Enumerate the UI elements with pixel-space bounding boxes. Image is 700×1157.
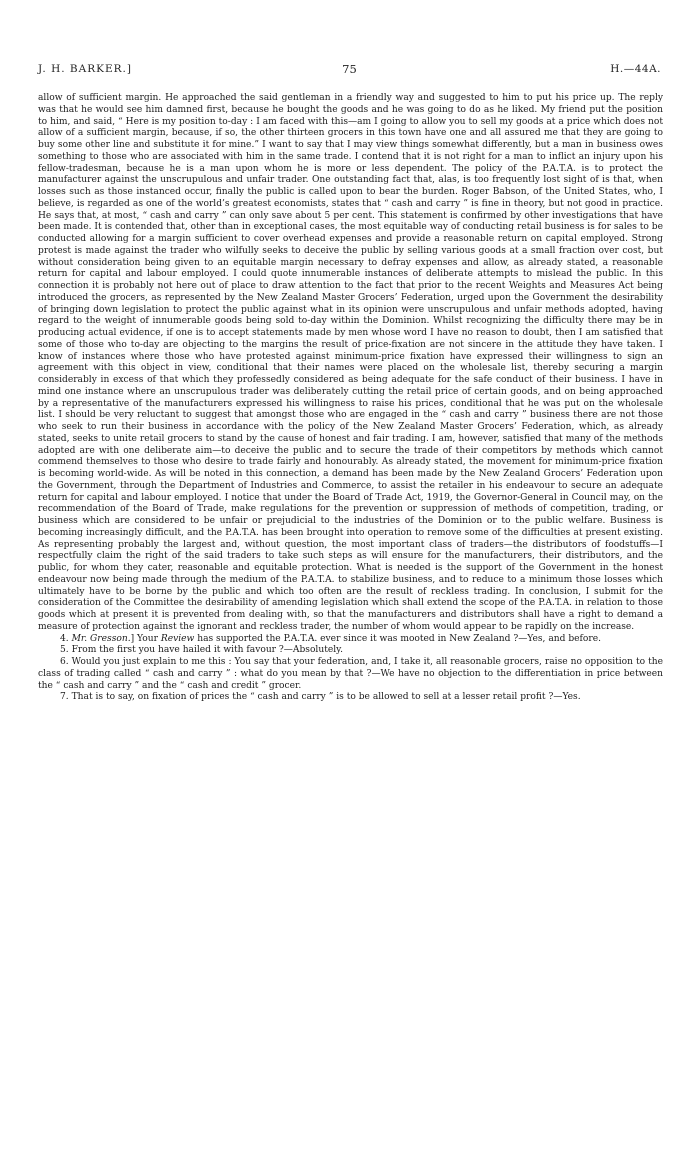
question-4: 4. Mr. Gresson.] Your Review has supported the P.A.T.A. ever since it was mooted in New Zealand ?—Yes, and before. <box>60 633 601 644</box>
question-text: That is to say, on fixation of prices the “ cash and carry ” is to be allowed to sell at a lesser retail profit ?—Yes. <box>71 692 581 703</box>
question-number: 7. <box>60 692 69 703</box>
question-5 <box>38 645 663 657</box>
question-text-after: has supported the P.A.T.A. ever since it was mooted in New Zealand ?—Yes, and before. <box>197 633 601 644</box>
speaker-name: Mr. Gresson. <box>71 633 131 644</box>
page-number: 75 <box>342 62 357 76</box>
question-6 <box>38 657 663 692</box>
running-header <box>38 62 661 76</box>
question-text: From the first you have hailed it with favour ?—Absolutely. <box>71 645 343 656</box>
publication-title: Review <box>160 633 195 644</box>
paper-reference: H.—44A. <box>610 63 661 75</box>
question-number: 6. <box>60 657 69 667</box>
question-number: 4. <box>60 633 69 644</box>
question-7 <box>38 692 663 704</box>
question-text-before: Your <box>137 633 158 644</box>
evidence-paragraph: allow of sufficient margin. He approached the said gentleman in a friendly way and suggested to him to put his price up. The reply was that he would see him damned first, because he bought the goods and he was going to do as he liked. My friend put the position to him, and said, “ Here is my position to-day : I am faced with this—am I going to allow you to sell my goods at a price which does not allow of a sufficient margin, because, if so, the other thirteen grocers in this town have one and all assured me that they are going to buy some other line and substitute it for mine.” I want to say that I may view things somewhat differently, but a man in business owes something to those who are associated with him in the same trade. I contend that it is not right for a man to inflict an injury upon his fellow-tradesman, because he is a man upon whom he is more or less dependent. The policy of the P.A.T.A. is to protect the manufacturer against the unscrupulous and unfair trader. One outstanding fact that, alas, is too frequently lost sight of is that, when losses such as those instanced occur, finally the public is called upon to bear the burden. Roger Babson, of the United States, who, I believe, is regarded as one of the world’s greatest economists, states that “ cash and carry ” is fine in theory, but not good in practice. He says that, at most, “ cash and carry ” can only save about 5 per cent. This statement is confirmed by other investigations that have been made. It is contended that, other than in exceptional cases, the most equitable way of conducting retail business is for sales to be conducted allowing for a margin sufficient to cover overhead expenses and provide a reasonable return on capital employed. Strong protest is made against the trader who wilfully seeks to deceive the public by selling various goods at a small fraction over cost, but without consideration being given to an equitable margin necessary to defray expenses and allow, as already stated, a reasonable return for capital and labour employed. I could quote innumerable instances of deliberate attempts to mislead the public. In this connection it is probably not here out of place to draw attention to the fact that prior to the recent Weights and Measures Act being introduced the grocers, as represented by the New Zealand Master Grocers’ Federation, urged upon the Government the desirability of bringing down legislation to protect the public against what in its opinion were unscrupulous and unfair methods adopted, having regard to the weight of innumerable goods being sold to-day within the Dominion. Whilst recognizing the difficulty there may be in producing actual evidence, if one is to accept statements made by men whose word I have no reason to doubt, then I am satisfied that some of those who to-day are objecting to the margins the result of price-fixation are not sincere in the attitude they have taken. I know of instances where those who have protested against minimum-price fixation have expressed their willingness to sign an agreement with this object in view, conditional that their names were placed on the wholesale list, thereby securing a margin considerably in excess of that which they professedly considered as being adequate for the safe conduct of their business. I have in mind one instance where an unscrupulous trader was deliberately cutting the retail price of certain goods, and on being approached by a representative of the manufacturers expressed his willingness to raise his prices, conditional that he was put on the wholesale list. I should be very reluctant to suggest that amongst those who are engaged in the “ cash and carry ” business there are not those who seek to run their business in accordance with the policy of the New Zealand Master Grocers’ Federation, which, as already stated, seeks to unite retail grocers to stand by the cause of honest and fair trading. I am, however, satisfied that many of the methods adopted are with one deliberate aim—to deceive the public and to secure the trade of their competitors by methods which cannot commend themselves to those who desire to trade fairly and honourably. As already stated, the movement for minimum-price fixation is becoming world-wide. As will be noted in this connection, a demand has been made by the New Zealand Grocers’ Federation upon the Government, through the Department of Industries and Commerce, to assist the retailer in his endeavour to secure an adequate return for capital and labour employed. I notice that under the Board of Trade Act, 1919, the Governor-General in Council may, on the recommendation of the Board of Trade, make regulations for the prevention or suppression of methods of competition, trading, or business which are considered to be unfair or prejudicial to the industries of the Dominion or to the public welfare. Business is becoming increasingly difficult, and the P.A.T.A. has been brought into operation to remove some of the difficulties at present existing. As representing probably the largest and, without question, the most important class of traders—the distributors of foodstuffs—I respectfully claim the right of the said traders to take such steps as will ensure for the manufacturers, their distributors, and the public, for whom they cater, reasonable and equitable protection. What is needed is the support of the Government in the honest endeavour now being made through the medium of the P.A.T.A. to stabilize business, and to reduce to a minimum those losses which ultimately have to be borne by the public and which too often are the result of reckless trading. In conclusion, I submit for the consideration of the Committee the desirability of amending legislation which shall extend the scope of the P.A.T.A. in relation to those goods which at present it is prevented from dealing with, so that the manufacturers and distributors shall have a right to demand a measure of protection against the ignorant and reckless trader, the number of whom would appear to be rapidly on the increase. <box>38 93 663 632</box>
body-text <box>38 93 663 704</box>
witness-name: J. H. BARKER.] <box>38 63 132 75</box>
question-text: Would you just explain to me this : You say that your federation, and, I take it, all reasonable grocers, raise no opposition to the class of trading called “ cash and carry ” : what do you mean by that ?—We have no objection to the differentiation in price between the “ cash and carry ” and the “ cash and credit ” grocer. <box>38 657 663 691</box>
question-number: 5. <box>60 645 69 656</box>
